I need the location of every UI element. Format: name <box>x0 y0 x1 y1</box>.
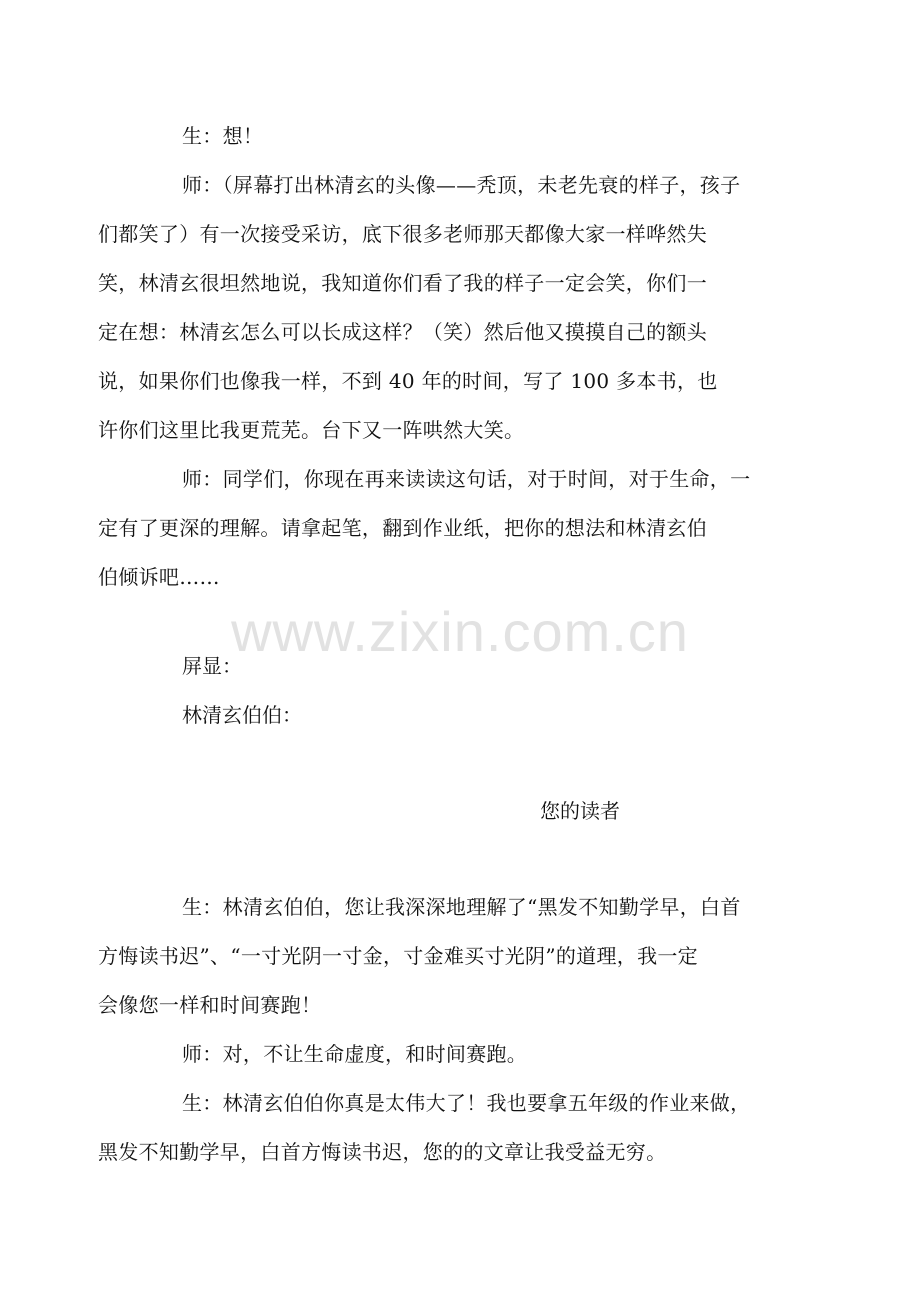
text-line: 生：林清玄伯伯你真是太伟大了！我也要拿五年级的作业来做， <box>182 1091 751 1115</box>
text-line: 伯倾诉吧…… <box>98 565 220 589</box>
paragraph-student-letter <box>98 883 785 1030</box>
screen-display-label: 屏显： <box>182 654 242 678</box>
text-line: 生：林清玄伯伯，您让我深深地理解了“黑发不知勤学早，白首 <box>182 895 741 919</box>
text-line: 笑，林清玄很坦然地说，我知道你们看了我的样子一定会笑，你们一 <box>98 271 707 295</box>
text-line: 许你们这里比我更荒芜。台下又一阵哄然大笑。 <box>98 418 525 442</box>
text-line: 生：想！ <box>182 124 264 148</box>
paragraph-teacher-prompt <box>98 455 785 602</box>
paragraph-student-reply <box>140 112 785 161</box>
text-line: 师：同学们，你现在再来读读这句话，对于时间，对于生命，一 <box>182 467 751 491</box>
text-line: 们都笑了）有一次接受采访，底下很多老师那天都像大家一样哗然失 <box>98 222 707 246</box>
paragraph-teacher-story <box>98 161 785 455</box>
dialogue-section-1 <box>98 112 785 602</box>
text-line: 方悔读书迟”、“一寸光阴一寸金，寸金难买寸光阴”的道理，我一定 <box>98 944 698 968</box>
dialogue-section-2 <box>98 883 785 1177</box>
text-line: 会像您一样和时间赛跑！ <box>98 993 322 1017</box>
text-line: 定在想：林清玄怎么可以长成这样？（笑）然后他又摸摸自己的额头 <box>98 320 707 344</box>
text-line: 师：（屏幕打出林清玄的头像——秃顶，未老先衰的样子，孩子 <box>182 173 741 197</box>
watermark: www.zixin.com.cn <box>231 600 689 663</box>
paragraph-student-praise <box>98 1079 785 1177</box>
letter-salutation: 林清玄伯伯： <box>182 703 302 727</box>
text-line: 黑发不知勤学早，白首方悔读书迟，您的的文章让我受益无穷。 <box>98 1140 667 1164</box>
text-line: 定有了更深的理解。请拿起笔，翻到作业纸，把你的想法和林清玄伯 <box>98 516 707 540</box>
paragraph-teacher-response <box>140 1030 785 1079</box>
text-line: 师：对，不让生命虚度，和时间赛跑。 <box>182 1042 528 1066</box>
text-line: 说，如果你们也像我一样，不到 40 年的时间，写了 100 多本书，也 <box>98 369 718 393</box>
letter-signature: 您的读者 <box>540 799 620 823</box>
